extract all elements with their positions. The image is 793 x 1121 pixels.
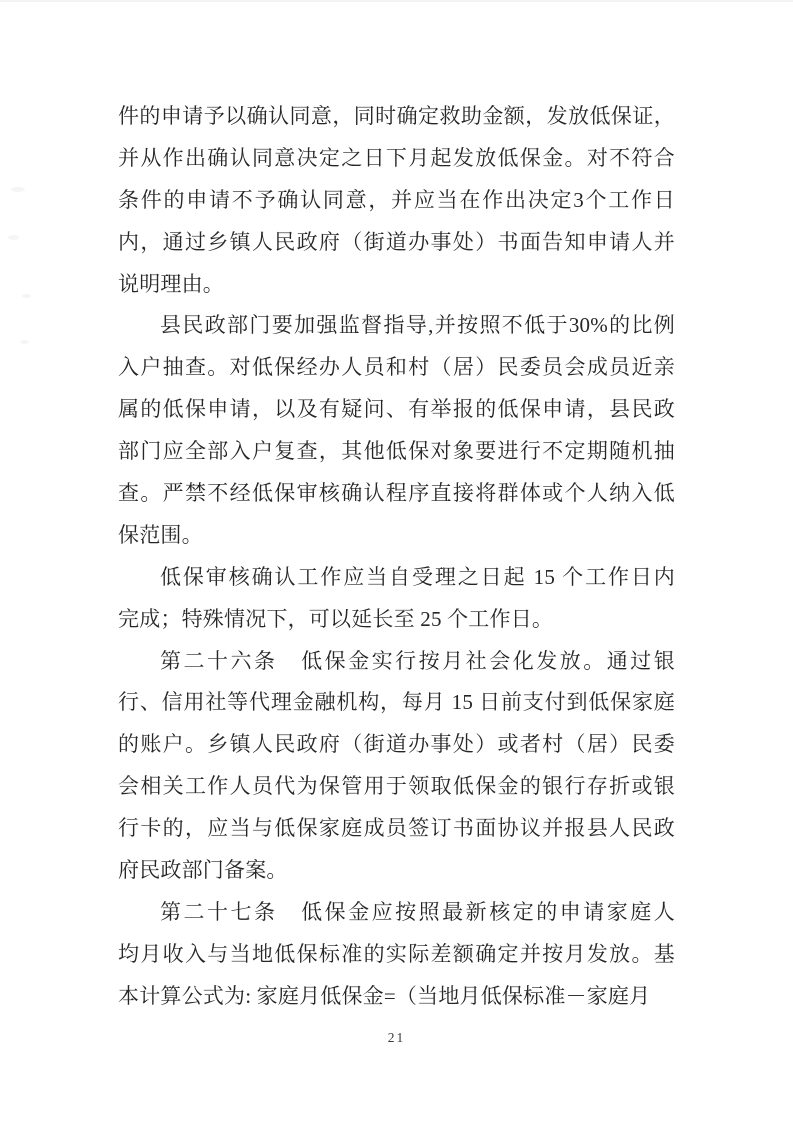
paragraph: [118, 892, 675, 1018]
text-line: 说明理由。: [118, 271, 224, 296]
text-line: 保范围。: [118, 522, 203, 547]
paragraph: [118, 96, 675, 305]
text-line: 第二十七条 低保金应按照最新核定的申请家庭人: [160, 899, 675, 924]
text-line: 第二十六条 低保金实行按月社会化发放。通过银: [160, 648, 675, 673]
text-line: 入户抽查。对低保经办人员和村（居）民委员会成员近亲: [118, 355, 675, 380]
text-line: 府民政部门备案。: [118, 858, 288, 883]
page-number: 21: [387, 1030, 406, 1045]
text-line: 内，通过乡镇人民政府（街道办事处）书面告知申请人并: [118, 229, 675, 254]
text-line: 部门应全部入户复查，其他低保对象要进行不定期随机抽: [118, 439, 675, 464]
text-line: 的账户。乡镇人民政府（街道办事处）或者村（居）民委: [118, 732, 675, 757]
paragraph: [118, 557, 675, 641]
paragraph: [118, 641, 675, 892]
scan-artifact: [22, 294, 31, 298]
text-line: 件的申请予以确认同意，同时确定救助金额，发放低保证，: [118, 104, 675, 128]
text-line: 完成；特殊情况下，可以延长至 25 个工作日。: [118, 606, 554, 631]
scan-artifact: [20, 340, 29, 344]
text-line: 本计算公式为: 家庭月低保金=（当地月低保标准－家庭月: [118, 983, 651, 1008]
paragraph: [118, 305, 675, 556]
text-line: 查。严禁不经低保审核确认程序直接将群体或个人纳入低: [118, 481, 675, 506]
text-line: 县民政部门要加强监督指导,并按照不低于30%的比例: [160, 313, 675, 338]
text-line: 均月收入与当地低保标准的实际差额确定并按月发放。基: [118, 941, 675, 966]
scan-artifact: [8, 235, 19, 240]
text-line: 行、信用社等代理金融机构，每月 15 日前支付到低保家庭: [118, 690, 675, 715]
text-line: 属的低保申请，以及有疑问、有举报的低保申请，县民政: [118, 397, 675, 422]
text-line: 条件的申请不予确认同意，并应当在作出决定3个工作日: [118, 187, 675, 212]
scan-edge-artifact: [0, 0, 793, 2]
text-line: 行卡的，应当与低保家庭成员签订书面协议并报县人民政: [118, 816, 675, 841]
scan-artifact: [11, 187, 25, 192]
text-line: 会相关工作人员代为保管用于领取低保金的银行存折或银: [118, 774, 675, 799]
text-line: 低保审核确认工作应当自受理之日起 15 个工作日内: [160, 564, 675, 589]
document-body: [118, 96, 675, 1018]
text-line: 并从作出确认同意决定之日下月起发放低保金。对不符合: [118, 145, 675, 170]
